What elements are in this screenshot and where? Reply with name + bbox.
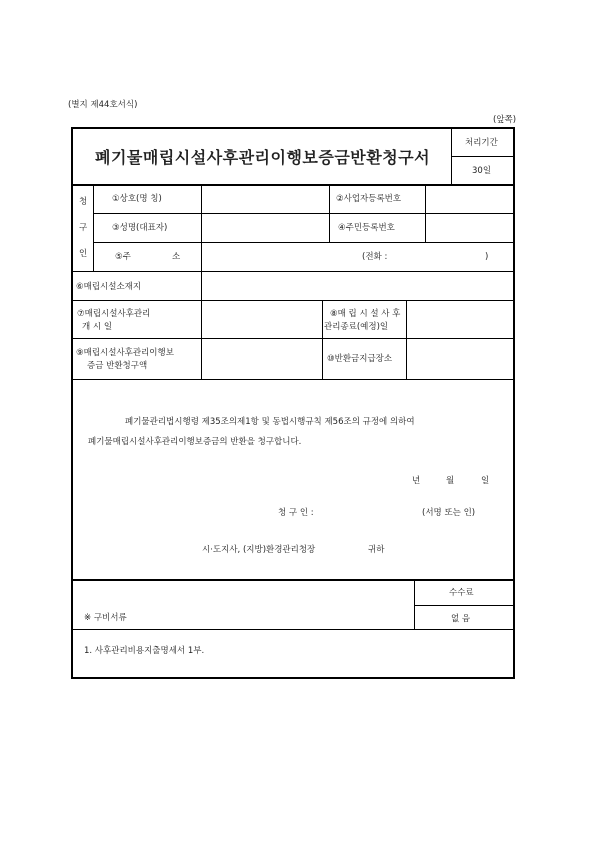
page-side: (앞쪽) [493, 115, 517, 125]
signature-label: 청 구 인 : [278, 508, 314, 518]
frame-top [71, 127, 515, 129]
business-reg-no-label: ②사업자등록번호 [336, 194, 402, 204]
aftercare-start-label-1: ⑦매립시설사후관리 [77, 309, 151, 319]
date-year: 년 [412, 476, 421, 486]
facility-location-label: ⑥매립시설소재지 [76, 282, 142, 292]
frame-right [513, 127, 515, 679]
signature-note: (서명 또는 인) [422, 508, 476, 518]
refund-amount-label-2: 증금 반환청구액 [87, 361, 148, 371]
date-day: 일 [481, 476, 490, 486]
applicant-side-label-3: 인 [79, 249, 88, 259]
statement-line-1: 폐기물관리법시행령 제35조의제1항 및 동법시행규칙 제56조의 규정에 의하여 [125, 417, 415, 427]
fee-value: 없 음 [451, 614, 471, 624]
address-label-2: 소 [172, 252, 181, 262]
attachments-label: ※ 구비서류 [84, 613, 127, 623]
processing-period-label: 처리기간 [465, 138, 498, 148]
addressee-suffix: 귀하 [368, 545, 385, 555]
applicant-side-label-1: 청 [79, 197, 88, 207]
refund-amount-label-1: ⑨매립시설사후관리이행보 [76, 348, 174, 358]
frame-left [71, 127, 73, 679]
company-name-label: ①상호(명 칭) [112, 194, 162, 204]
date-month: 월 [446, 476, 455, 486]
frame-bottom [71, 677, 515, 679]
aftercare-end-label-1: ⑧매 립 시 설 사 후 [330, 309, 401, 319]
resident-reg-no-label: ④주민등록번호 [338, 223, 395, 233]
phone-close: ) [485, 252, 489, 262]
refund-place-label: ⑩반환금지급장소 [327, 354, 393, 364]
aftercare-end-label-2: 관리종료(예정)일 [324, 322, 389, 332]
statement-line-2: 폐기물매립시설사후관리이행보증금의 반환을 청구합니다. [88, 437, 302, 447]
representative-label: ③성명(대표자) [112, 223, 168, 233]
phone-label: (전화 : [362, 252, 388, 262]
aftercare-start-label-2: 개 시 일 [82, 322, 113, 332]
form-number: (별지 제44호서식) [68, 100, 138, 110]
fee-label: 수수료 [449, 588, 474, 598]
page-title: 폐기물매립시설사후관리이행보증금반환청구서 [95, 148, 431, 167]
addressee-name: 시·도지사, (지방)환경관리청장 [202, 545, 316, 555]
attachment-item: 1. 사후관리비용지출명세서 1부. [84, 646, 205, 656]
address-label: ⑤주 [115, 252, 131, 262]
applicant-side-label-2: 구 [79, 223, 88, 233]
processing-period-value: 30일 [472, 166, 492, 176]
